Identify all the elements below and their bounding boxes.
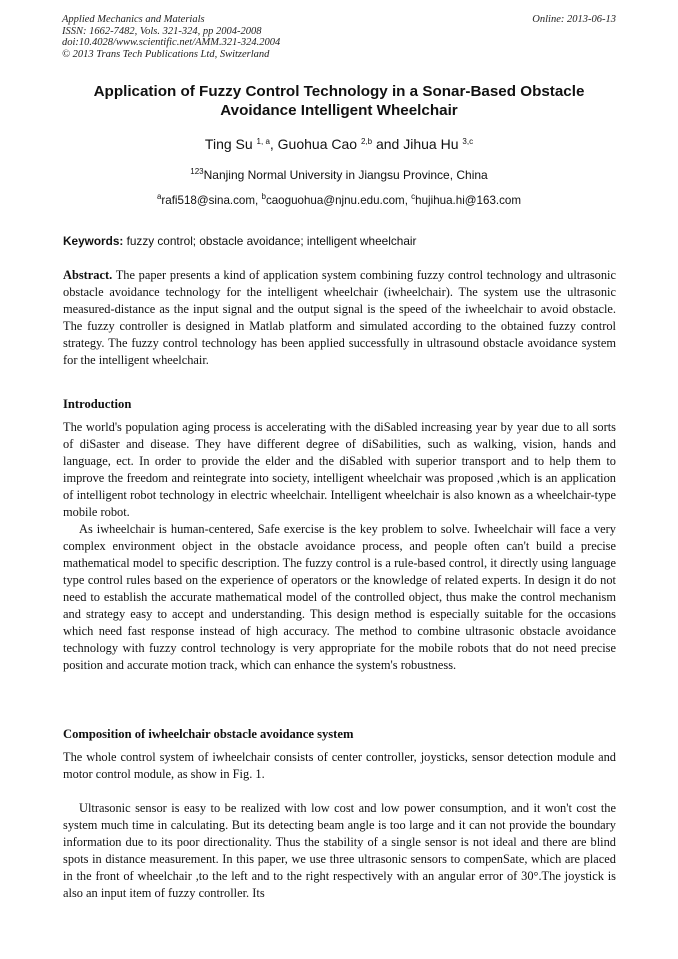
keywords-text: fuzzy control; obstacle avoidance; intelligent wheelchair [123, 234, 417, 248]
author-separator: and [372, 136, 404, 152]
keywords [63, 233, 617, 249]
doi-line: doi:10.4028/www.scientific.net/AMM.321-324.2004 [62, 37, 281, 49]
journal-header [62, 14, 616, 60]
abstract [63, 267, 616, 369]
email-marker: a [156, 192, 162, 201]
affiliation [62, 167, 616, 183]
abstract-label: Abstract. [63, 268, 113, 282]
author-name: Jihua Hu [403, 136, 459, 152]
composition-paragraph-2: Ultrasonic sensor is easy to be realized with low cost and low power consumption, and it won't cost the system much time in calculating. But its detecting beam angle is too large and it can not provide the boundary information due to its poor directionality. Thus the stability of a single sensor is not ideal and there are blind spots in distance measurement. In this paper, we use three ultrasonic sensors to compenSate, which are placed in the front of wheelchair ,to the left and to the right respectively with an angular error of 30°.The joystick is also an input item of fuzzy controller. Its [63, 801, 616, 900]
paper-title [62, 82, 616, 120]
author-name: Guohua Cao [277, 136, 358, 152]
composition-paragraph-1: The whole control system of iwheelchair consists of center controller, joysticks, sensor detection module and motor control module, as show in Fig. 1. [63, 750, 616, 781]
author-list [62, 134, 616, 154]
email-marker: b [261, 192, 266, 201]
email-link[interactable]: caoguohua@njnu.edu.com [265, 194, 405, 207]
keywords-label: Keywords: [63, 234, 124, 248]
author-affil-marker: 3,c [462, 137, 474, 146]
email-link[interactable]: rafi518@sina.com [161, 194, 256, 207]
intro-paragraph-1: The world's population aging process is accelerating with the diSabled increasing year by year due to all sorts of diSaster and disease. They have different degree of diSabilities, such as walking, vision, hands and language, ect. In order to provide the elder and the diSabled with superior transport and to help them to improve the freedom and reintegrate into society, intelligent wheelchair was proposed ,which is an application of intelligent robot technology in electric wheelchair. Intelligent wheelchair is also known as a wheelchair-type mobile robot. [63, 420, 616, 519]
online-date: Online: 2013-06-13 [532, 14, 616, 25]
copyright-line: © 2013 Trans Tech Publications Ltd, Switzerland [62, 48, 270, 60]
affiliation-text: Nanjing Normal University in Jiangsu Province, China [203, 168, 488, 182]
author-affil-marker: 1, a [256, 137, 270, 146]
issn-line: ISSN: 1662-7482, Vols. 321-324, pp 2004-2008 [62, 25, 262, 37]
author-name: Ting Su [204, 136, 253, 152]
intro-paragraph-2: As iwheelchair is human-centered, Safe exercise is the key problem to solve. Iwheelchair will face a very complex environment object in the obstacle avoidance process, and people often can't build a precise mathematical model to specific description. The fuzzy control is a rule-based control, it directly using language type control rules based on the experience of operators or the knowledge of related experts. In design it do not need to establish the accurate mathematical model of the controlled object, thus make the control mechanism and strategy easy to accept and understanding. This design method is especially suitable for the occasions which need fast response instead of high accuracy. The method to combine ultrasonic obstacle avoidance technology with fuzzy control technology is very appropriate for the mobile robots that do not need precise position and accurate motion track, which can enhance the system's robustness. [63, 522, 616, 672]
title-line-2: Avoidance Intelligent Wheelchair [220, 102, 458, 119]
email-marker: c [411, 192, 416, 201]
email-link[interactable]: hujihua.hi@163.com [415, 194, 522, 207]
abstract-text: The paper presents a kind of application system combining fuzzy control technology and ultrasonic obstacle avoidance technology for the intelligent wheelchair (iwheelchair). The system use the ultrasonic measured-distance as the input signal and the output signal is the speed of the iwheelchair to avoid obstacle. The fuzzy controller is designed in Matlab platform and simulated according to the obtained fuzzy control strategy. The fuzzy control technology has been applied successfully in ultrasound obstacle avoidance system for the intelligent wheelchair. [63, 268, 616, 367]
author-separator: , [269, 136, 278, 152]
author-emails: $^a$rafi518@sina.com, $^b$caoguohua@njnu.edu.com, $^c$hujihua.hi@163.com [156, 192, 522, 207]
affiliation-marker: 123 [190, 167, 204, 176]
journal-name: Applied Mechanics and Materials [62, 14, 205, 25]
title-line-1: Application of Fuzzy Control Technology in a Sonar-Based Obstacle [93, 83, 585, 100]
author-affil-marker: 2,b [360, 137, 373, 146]
section-heading-composition: Composition of iwheelchair obstacle avoidance system [63, 727, 354, 741]
section-heading-introduction: Introduction [63, 397, 132, 411]
